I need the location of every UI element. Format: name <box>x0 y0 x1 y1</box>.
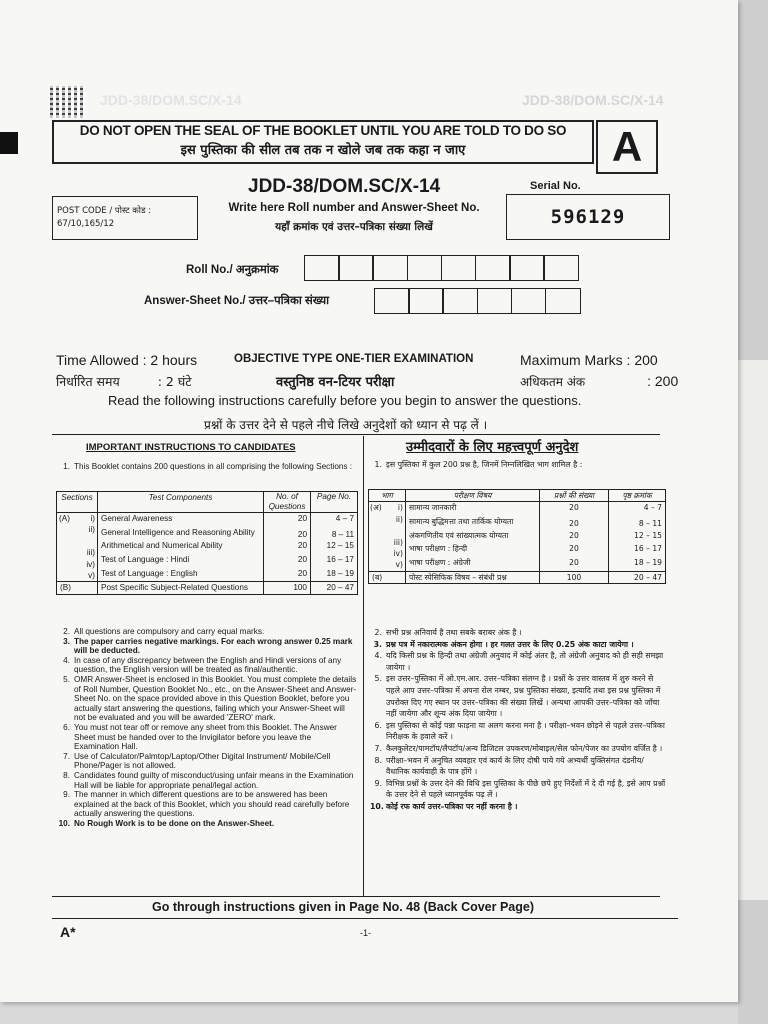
paper-code: JDD-38/DOM.SC/X-14 <box>248 176 441 197</box>
questions-cell: 20 <box>540 502 609 516</box>
list-item: 3. The paper carries negative markings. For each wrong answer 0.25 mark will be deducted. <box>63 636 353 656</box>
section-cell <box>369 502 406 571</box>
write-here-hi: यहाँ क्रमांक एवं उत्तर–पत्रिका संख्या लिखें <box>275 221 433 233</box>
instructions-heading-hi: उम्मीदवारों के लिए महत्त्वपूर्ण अनुदेश <box>406 440 579 455</box>
show-through-text-right: JDD-38/DOM.SC/X-14 <box>522 92 664 108</box>
table-row <box>369 557 666 571</box>
list-item: 10. कोई रफ कार्य उत्तर–पत्रिका पर नहीं करना है । <box>370 801 518 811</box>
questions-cell: 20 <box>264 554 311 568</box>
table-header-row <box>369 490 666 502</box>
section-label: (अ) <box>370 503 382 513</box>
questions-cell: 20 <box>540 530 609 544</box>
roll-digit-box[interactable] <box>475 255 511 281</box>
section-label: (A) <box>59 514 70 523</box>
questions-cell: 20 <box>540 516 609 530</box>
table-header: पृष्ठ क्रमांक <box>609 490 666 502</box>
questions-cell: 100 <box>264 582 311 594</box>
back-cover-note: Go through instructions given in Page No. 48 (Back Cover Page) <box>152 900 535 914</box>
list-item: 8. Candidates found guilty of misconduct/using unfair means in the Examination Hall will be liable for appropriate penal/legal action. <box>63 770 354 790</box>
top-rule <box>52 434 660 435</box>
post-code-label: POST CODE / पोस्ट कोड : <box>57 206 152 216</box>
table-header: परीक्षण विषय <box>406 490 540 502</box>
instruction-1-hi: 1. इस पुस्तिका में कुल 200 प्रश्न है, जिनमें निम्नलिखित भाग शामिल है : <box>374 460 583 469</box>
page-tab-edge <box>738 360 768 900</box>
time-allowed-hi <box>56 373 192 390</box>
component-cell: सामान्य बुद्धिमत्ता तथा तार्किक योग्यता <box>406 516 540 530</box>
component-cell: पोस्ट स्पेसिफिक विषय – संबंधी प्रश्न <box>406 571 540 583</box>
sections-table-hi <box>368 489 666 584</box>
registration-mark <box>0 132 18 154</box>
roll-digit-box[interactable] <box>304 255 340 281</box>
section-label: (ब) <box>369 571 406 583</box>
list-item: 6. इस पुस्तिका से कोई पन्ना फाड़ना या अलग करना मना है । परीक्षा–भवन छोड़ने से पहले उत्तर–पत्रिका निरीक्षक के हवाले करें । <box>374 720 665 742</box>
table-header-row <box>57 492 358 513</box>
time-hi-value: : 2 घंटे <box>157 374 192 389</box>
questions-cell: 100 <box>540 571 609 583</box>
answer-sheet-digit-box[interactable] <box>374 288 410 314</box>
section-cell <box>57 513 98 582</box>
sub-label: iii) <box>393 537 403 547</box>
table-row <box>57 568 358 582</box>
seal-warning-box <box>52 120 594 164</box>
sub-label: iii) <box>86 548 95 558</box>
answer-sheet-digit-box[interactable] <box>477 288 513 314</box>
answer-sheet-digit-box[interactable] <box>545 288 581 314</box>
list-item: 4. यदि किसी प्रश्न के हिन्दी तथा अंग्रेजी अनुवाद में कोई अंतर है, तो अंग्रेजी अनुवाद को ही सही समझा जायेगा । <box>374 651 664 672</box>
roll-digit-box[interactable] <box>543 255 579 281</box>
table-row <box>57 527 358 541</box>
page-cell: 8 – 11 <box>311 527 358 541</box>
page-cell: 18 – 19 <box>311 568 358 582</box>
time-hi-label: निर्धारित समय <box>56 374 120 389</box>
roll-digit-box[interactable] <box>407 255 443 281</box>
page-cell: 8 – 11 <box>609 516 666 530</box>
table-row <box>57 540 358 554</box>
roll-digit-box[interactable] <box>509 255 545 281</box>
serial-label: Serial No. <box>530 180 581 192</box>
max-marks-en: Maximum Marks : 200 <box>520 352 658 368</box>
roll-digit-box[interactable] <box>338 255 374 281</box>
sub-label: v) <box>395 560 403 570</box>
component-cell: भाषा परीक्षण : अंग्रेजी <box>406 557 540 571</box>
table-header: Test Components <box>98 492 264 513</box>
component-cell: Test of Language : English <box>98 568 264 582</box>
component-cell: Post Specific Subject-Related Questions <box>98 582 264 594</box>
questions-cell: 20 <box>540 543 609 557</box>
instruction-1-en: 1. This Booklet contains 200 questions in all comprising the following Sections : <box>63 462 353 471</box>
table-header: Sections <box>57 492 98 513</box>
exam-type-en: OBJECTIVE TYPE ONE-TIER EXAMINATION <box>234 353 474 365</box>
list-item: 5. OMR Answer-Sheet is enclosed in this Booklet. You must complete the details of Roll Number, Question Booklet No., etc., on the Answer-Sheet and Answer-Sheet No. on the space provided above in this Question Booklet, before you actually start answering the questions, failing which your Answer-Sheet will not be evaluated and you will be awarded 'ZERO' mark. <box>63 674 357 723</box>
page-cell: 18 – 19 <box>609 557 666 571</box>
bottom-rule <box>52 896 660 897</box>
questions-cell: 20 <box>264 513 311 527</box>
max-marks-hi <box>520 373 678 390</box>
roll-digit-box[interactable] <box>372 255 408 281</box>
questions-cell: 20 <box>264 540 311 554</box>
sub-label: iv) <box>393 549 403 559</box>
roll-number-label: Roll No./ अनुक्रमांक <box>186 264 279 276</box>
instruction-text: This Booklet contains 200 questions in all comprising the following Sections : <box>74 462 353 471</box>
post-code-value: 67/10,165/12 <box>57 219 115 229</box>
list-item: 2. सभी प्रश्न अनिवार्य है तथा सबके बराबर अंक है । <box>374 628 522 637</box>
time-allowed-en: Time Allowed : 2 hours <box>56 352 198 368</box>
page-cell: 16 – 17 <box>311 554 358 568</box>
table-row <box>369 543 666 557</box>
table-header: No. of Questions <box>264 492 311 513</box>
sub-label: i) <box>397 503 403 513</box>
component-cell: अंकगणितीय एवं सांख्यात्मक योग्यता <box>406 530 540 544</box>
list-item: 7. कैलकुलेटर/पामटॉप/लैपटॉप/अन्य डिजिटल उपकरण/मोबाइल/सेल फोन/पेजर का उपयोग वर्जित है । <box>374 743 663 753</box>
instructions-list-en <box>58 627 358 828</box>
show-through-text: JDD-38/DOM.SC/X-14 <box>100 92 242 108</box>
list-item: 9. विभिन्न प्रश्नों के उत्तर देने की विधि इस पुस्तिका के पीछे छपे हुए निर्देशों में दे दी गई है, इसे आप प्रश्नों के उत्तर देने से पहले ध्यानपूर्वक पढ़ लें । <box>374 778 666 800</box>
table-row <box>369 502 666 516</box>
page-number: -1- <box>360 928 371 938</box>
marks-hi-label: अधिकतम अंक <box>520 375 586 389</box>
sub-label: v) <box>88 571 95 581</box>
questions-cell: 20 <box>540 557 609 571</box>
column-divider <box>363 436 364 896</box>
sub-label: iv) <box>86 559 95 569</box>
write-here-en: Write here Roll number and Answer-Sheet No. <box>228 202 480 214</box>
component-cell: भाषा परीक्षण : हिन्दी <box>406 543 540 557</box>
page-cell: 20 – 47 <box>609 571 666 583</box>
seal-warning-en: DO NOT OPEN THE SEAL OF THE BOOKLET UNTIL YOU ARE TOLD TO DO SO <box>79 123 567 138</box>
list-item: 9. The manner in which different questions are to be answered has been explained at the back of this Booklet, which you should read carefully before actually answering the questions. <box>63 790 350 819</box>
component-cell: Arithmetical and Numerical Ability <box>98 540 264 554</box>
component-cell: General Awareness <box>98 513 264 527</box>
questions-cell: 20 <box>264 527 311 541</box>
list-item: 5. इस उत्तर–पुस्तिका में ओ.एम.आर. उत्तर–पत्रिका संलग्न है । प्रश्नों के उत्तर वास्तव में शुरु करने से पहले आप उत्तर–पत्रिका में अपना रोल नम्बर, प्रश्न पुस्तिका संख्या, इत्यादि तथा इस प्रश्न पुस्तिका में उपरोक्त दिए गए स्थान पर उत्तर–पत्रिका की संख्या लिखें । अन्यथा आपकी उत्तर–पत्रिका को जाँचा नहीं जायेगा और शून्य अंक दिया जायेगा । <box>374 674 661 719</box>
page-cell: 12 – 15 <box>609 530 666 544</box>
qr-code-icon <box>50 86 86 118</box>
answer-sheet-digit-box[interactable] <box>408 288 444 314</box>
questions-cell: 20 <box>264 568 311 582</box>
answer-sheet-label: Answer-Sheet No./ उत्तर–पत्रिका संख्या <box>144 295 330 307</box>
table-row <box>57 582 358 594</box>
seal-warning-hi: इस पुस्तिका की सील तब तक न खोले जब तक कहा न जाए <box>180 143 466 158</box>
read-instructions-hi: प्रश्नों के उत्तर देने से पहले नीचे लिखे अनुदेशों को ध्यान से पढ़ लें । <box>204 418 488 432</box>
roll-digit-box[interactable] <box>441 255 477 281</box>
list-item: 7. Use of Calculator/Palmtop/Laptop/Other Digital Instrument/ Mobile/Cell Phone/Pager is not allowed. <box>63 751 331 771</box>
sections-table-en <box>56 491 358 595</box>
footer-rule <box>52 918 678 919</box>
answer-sheet-boxes[interactable] <box>374 288 579 314</box>
page-cell: 20 – 47 <box>311 582 358 594</box>
serial-number: 596129 <box>506 194 670 240</box>
page-cell: 12 – 15 <box>311 540 358 554</box>
table-row <box>57 554 358 568</box>
table-header: Page No. <box>311 492 358 513</box>
list-item: 2. All questions are compulsory and carry equal marks. <box>63 627 265 636</box>
list-item: 10. No Rough Work is to be done on the Answer-Sheet. <box>58 818 275 828</box>
table-header: भाग <box>369 490 406 502</box>
table-row <box>369 516 666 530</box>
component-cell: General Intelligence and Reasoning Ability <box>98 527 264 541</box>
read-instructions-en: Read the following instructions carefully before you begin to answer the questions. <box>108 393 582 408</box>
instructions-list-hi <box>370 627 666 813</box>
instruction-text: इस पुस्तिका में कुल 200 प्रश्न है, जिनमें निम्नलिखित भाग शामिल है : <box>386 460 583 469</box>
answer-sheet-digit-box[interactable] <box>442 288 478 314</box>
page-cell: 4 – 7 <box>609 502 666 516</box>
table-row <box>369 571 666 583</box>
marks-hi-value: : 200 <box>647 373 679 389</box>
page-cell: 4 – 7 <box>311 513 358 527</box>
sub-label: ii) <box>88 525 95 535</box>
sub-label: i) <box>90 514 95 523</box>
roll-number-boxes[interactable] <box>304 255 578 281</box>
set-mark: A* <box>60 924 76 940</box>
instructions-heading-en: IMPORTANT INSTRUCTIONS TO CANDIDATES <box>86 442 296 453</box>
sub-label: ii) <box>395 514 403 524</box>
list-item: 8. परीक्षा–भवन में अनुचित व्यवहार एवं कार्य के लिए दोषी पाये गये अभ्यर्थी युक्तिसंगत दंडनीय/वैधानिक कार्यवाही के पात्र होंगे । <box>374 755 644 777</box>
exam-type-hi: वस्तुनिष्ठ वन-टियर परीक्षा <box>276 375 395 390</box>
component-cell: सामान्य जानकारी <box>406 502 540 516</box>
page-cell: 16 – 17 <box>609 543 666 557</box>
table-row <box>369 530 666 544</box>
list-item: 4. In case of any discrepancy between the English and Hindi versions of any question, the English version will be treated as final/authentic. <box>63 655 342 675</box>
answer-sheet-digit-box[interactable] <box>511 288 547 314</box>
booklet-set-letter: A <box>596 120 658 174</box>
list-item: 6. You must not tear off or remove any sheet from this Booklet. The Answer Sheet must be handed over to the Invigilator before you leave the Examination Hall. <box>63 722 337 752</box>
section-label: (B) <box>57 582 98 594</box>
post-code-box <box>52 196 198 240</box>
list-item: 3. प्रश्न पत्र में नकारात्मक अंकन होगा । हर गलत उत्तर के लिए 0.25 अंक काटा जायेगा । <box>373 639 634 649</box>
table-row <box>57 513 358 527</box>
component-cell: Test of Language : Hindi <box>98 554 264 568</box>
table-header: प्रश्नों की संख्या <box>540 490 609 502</box>
